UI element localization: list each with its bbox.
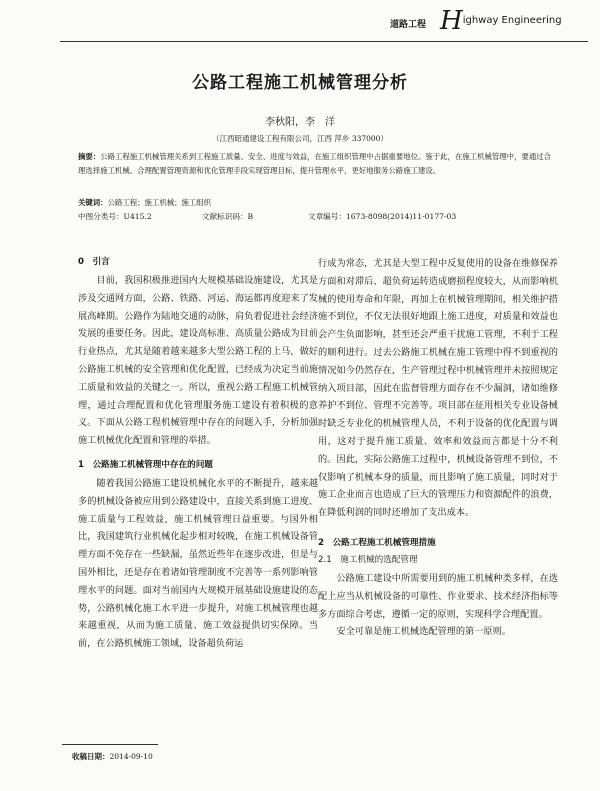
journal-name-en [440, 6, 562, 36]
header-divider [60, 41, 588, 42]
section-title: 2 公路工程施工机械管理措施 [318, 537, 436, 548]
received-date-value: 2014-09-10 [109, 752, 153, 761]
paragraph: 公路施工建设中所需要用到的施工机械种类多样，在选配上应当从机械设备的可靠性、作业要求、技术经济指标等多方面综合考虑，遵循一定的原则，实现科学合理配置。 [318, 572, 558, 620]
section-title: 0 引言 [78, 257, 110, 267]
running-header [0, 8, 600, 36]
journal-name-cn: 道路工程 [390, 20, 427, 30]
paragraph: 行成为常态，尤其是大型工程中反复使用的设备在维修保养方面和对滞后、超负荷运转造成磨损程度较大，从而影响机械的使用寿命和年限，再加上在机械管理期间，相关维护措施不到位，不仅无法很好地跟上施工进度，对质量和效益也会产生负面影响，甚至还会严重干扰施工管理，不利于工程的顺利进行。过去公路施工机械在施工管理中得不到重视的情况如今仍然存在，生产管理过程中机械管理并未按照规定纳入项目部，因此在监督管理方面存在不少漏洞，诸如维修养护不到位、管理不完善等。项目部在征用相关专业设备械时缺乏专业化的机械管理人员，不利于设备的优化配置与调用，这对于提升施工质量、效率和效益而言都是十分不利的。因此，实际公路施工过程中，机械设备管理不到位，不仅影响了机械本身的质量，而且影响了施工质量，同时对于施工企业而言也造成了巨大的管理压力和资源配件的浪费，在降低利润的同时还增加了支出成本。 [318, 258, 558, 519]
abstract-text: 公路工程施工机械管理关系到工程施工质量、安全、进度与效益，在施工组织管理中占据重要地位。鉴于此，在施工机械管理中，要通过合理选择施工机械、合理配置管理资源和优化管理手段实现管理目标，提升管理水平，更好地服务公路施工建设。 [78, 152, 552, 175]
paragraph: 随着我国公路施工建设机械化水平的不断提升，越来越多的机械设备被应用到公路建设中，直接关系到施工进度、施工质量与工程效益，施工机械管理日益重要。与国外相比，我国建筑行业机械化起步相对较晚，在施工机械设备管理方面不免存在一些缺漏，虽然近些年在逐步改进，但是与国外相比，还是存在着诸如管理制度不完善等一系列影响管理水平的问题。面对当前国内大规模开展基础设施建设的态势，公路机械化施工水平进一步提升，对施工机械管理也越来越重视，从而为施工质量、施工效益提供切实保障。当前，在公路机械施工领域，设备超负荷运 [78, 477, 318, 650]
document-code: 文献标识码：B [202, 212, 254, 221]
abstract-label: 摘要： [78, 152, 101, 161]
section-title: 1 公路施工机械管理中存在的问题 [78, 459, 213, 470]
left-column [78, 255, 318, 653]
received-date-label: 收稿日期： [72, 752, 110, 761]
keywords-label: 关键词： [78, 198, 108, 207]
paragraph: 安全可靠是施工机械选配管理的第一原则。 [336, 626, 511, 638]
journal-name-en-initial: H [440, 6, 463, 36]
keywords-block [78, 196, 556, 210]
article-authors: 李秋阳，李 洋 [265, 117, 335, 128]
right-column [318, 255, 558, 641]
paragraph: 目前，我国积极推进国内大规模基础设施建设，尤其是涉及交通网方面，公路、铁路、河运、海运都再度迎来了发展高峰期。公路作为陆地交通的动脉，肩负着促进社会经济发展的重要任务。因此，建设高标准、高质量公路成为目前行业热点，尤其是随着越来越多大型公路工程的上马，做好公路施工机械的安全管理和优化配置，已经成为决定当前施工质量和效益的关键之一。所以，重视公路工程施工机械管理，通过合理配置和优化管理服务施工建设有着积极的意义。下面从公路工程机械管理中存在的问题入手，分析加强施工机械优化配置和管理的举措。 [78, 275, 318, 447]
received-date [72, 751, 153, 762]
clc-number: 中图分类号：U415.2 [78, 212, 152, 221]
footnote-divider [62, 744, 158, 745]
article-number: 文章编号：1673-8098(2014)11-0177-03 [308, 212, 457, 221]
abstract-block [78, 150, 556, 178]
author-affiliation: （江西昭通建设工程有限公司，江西 萍乡 337000） [212, 134, 388, 143]
keywords-text: 公路工程；施工机械；施工组织 [107, 198, 212, 207]
subsection-title: 2.1 施工机械的选配管理 [318, 554, 418, 565]
journal-name-en-rest: ighway Engineering [462, 15, 562, 26]
article-title: 公路工程施工机械管理分析 [192, 73, 408, 93]
